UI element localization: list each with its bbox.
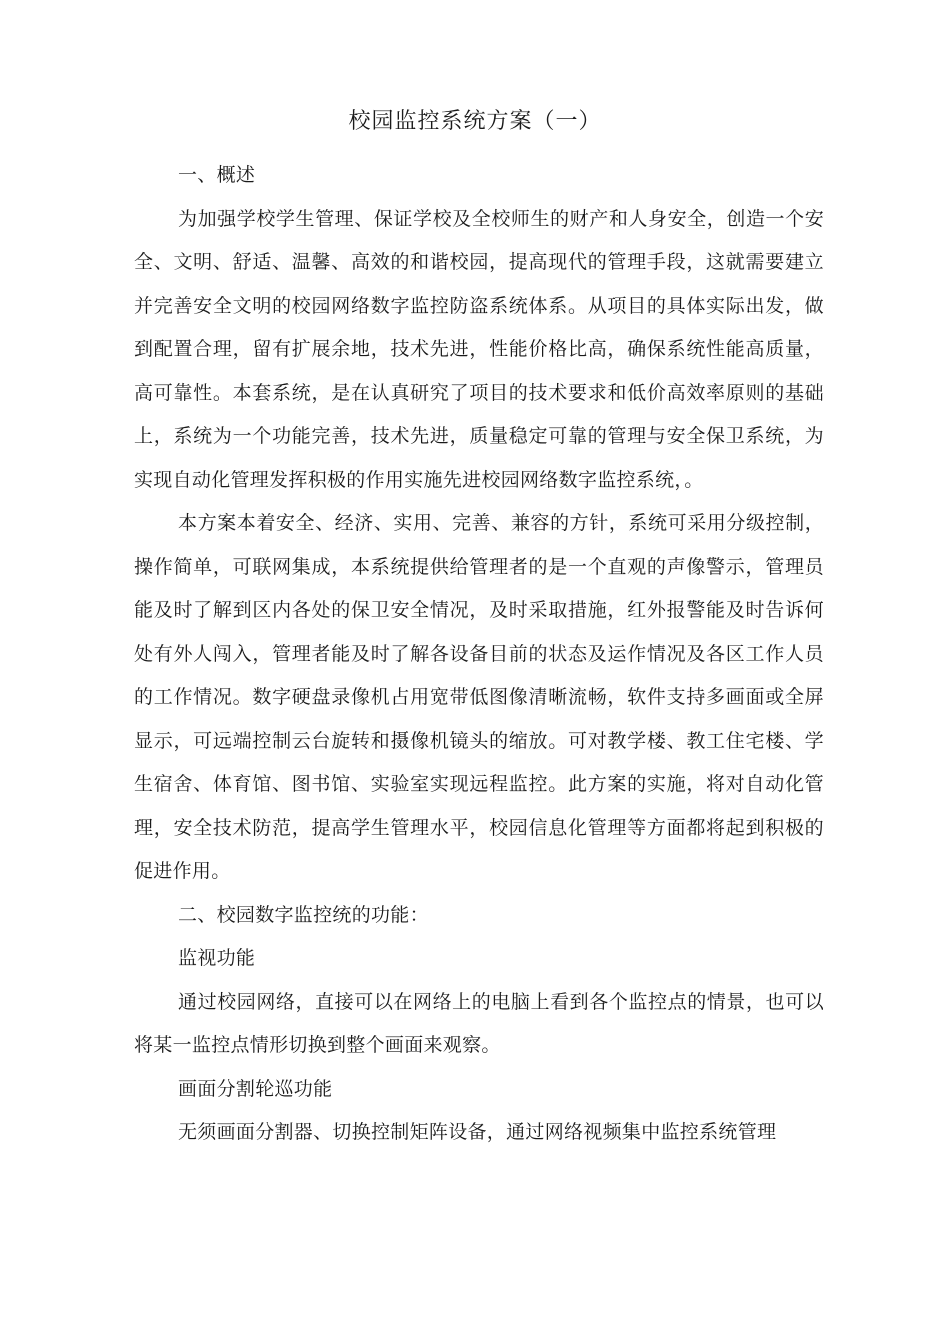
- document-title: 校园监控系统方案（一）: [348, 109, 602, 134]
- paragraph-monitoring: 通过校园网络，直接可以在网络上的电脑上看到各个监控点的情景，也可以将某一监控点情形切换到整个画面来观察。: [134, 990, 824, 1056]
- paragraph-overview-intro: 为加强学校学生管理、保证学校及全校师生的财产和人身安全，创造一个安全、文明、舒适、温馨、高效的和谐校园，提高现代的管理手段，这就需要建立并完善安全文明的校园网络数字监控防盗系统体系。从项目的具体实际出发，做到配置合理，留有扩展余地，技术先进，性能价格比高，确保系统性能高质量，高可靠性。本套系统，是在认真研究了项目的技术要求和低价高效率原则的基础上，系统为一个功能完善，技术先进，质量稳定可靠的管理与安全保卫系统，为实现自动化管理发挥积极的作用实施先进校园网络数字监控系统，。: [134, 207, 824, 491]
- subheading-split-screen: 画面分割轮巡功能: [178, 1077, 333, 1100]
- paragraph-split-screen: 无须画面分割器、切换控制矩阵设备，通过网络视频集中监控系统管理: [178, 1121, 777, 1143]
- paragraph-overview-plan: 本方案本着安全、经济、实用、完善、兼容的方针，系统可采用分级控制，操作简单，可联网集成，本系统提供给管理者的是一个直观的声像警示，管理员能及时了解到区内各处的保卫安全情况，及时采取措施，红外报警能及时告诉何处有外人闯入，管理者能及时了解各设备目前的状态及运作情况及各区工作人员的工作情况。数字硬盘录像机占用宽带低图像清晰流畅，软件支持多画面或全屏显示，可远端控制云台旋转和摄像机镜头的缩放。可对教学楼、教工住宅楼、学生宿舍、体育馆、图书馆、实验室实现远程监控。此方案的实施，将对自动化管理，安全技术防范，提高学生管理水平，校园信息化管理等方面都将起到积极的促进作用。: [134, 512, 824, 882]
- section-heading-functions: 二、校园数字监控统的功能：: [178, 903, 429, 926]
- subheading-monitoring: 监视功能: [178, 947, 256, 969]
- section-heading-overview: 一、概述: [178, 164, 256, 186]
- document-body: [134, 154, 824, 1155]
